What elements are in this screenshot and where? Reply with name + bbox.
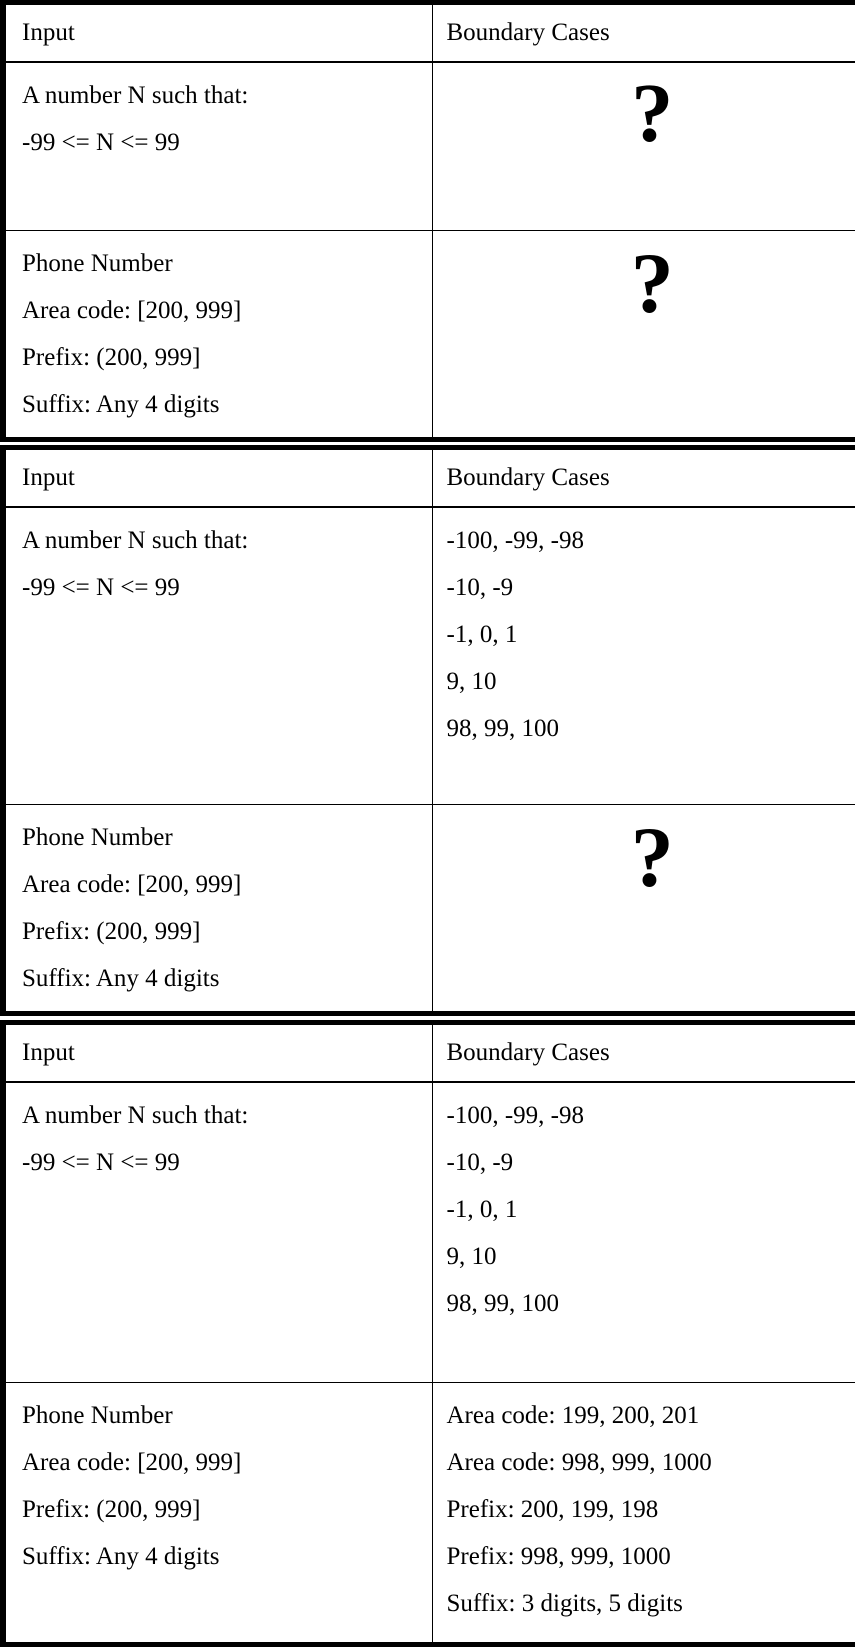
table-row xyxy=(3,1023,855,1083)
number-case-line-2: -10, -9 xyxy=(447,1139,855,1186)
input-cell-number xyxy=(3,1082,432,1382)
input-phone-line-1: Phone Number xyxy=(22,814,432,861)
number-case-line-4: 9, 10 xyxy=(447,658,855,705)
number-case-line-2: -10, -9 xyxy=(447,564,855,611)
column-header-input: Input xyxy=(3,1023,432,1083)
input-phone-line-2: Area code: [200, 999] xyxy=(22,861,432,908)
boundary-cases-table-2 xyxy=(0,445,855,1017)
table-row xyxy=(3,805,855,1014)
column-header-boundary-cases: Boundary Cases xyxy=(432,447,855,507)
number-case-line-4: 9, 10 xyxy=(447,1233,855,1280)
table-row xyxy=(3,62,855,230)
number-case-line-5: 98, 99, 100 xyxy=(447,705,855,752)
phone-case-line-2: Area code: 998, 999, 1000 xyxy=(447,1439,855,1486)
cases-cell-number xyxy=(432,1082,855,1382)
input-number-line-1: A number N such that: xyxy=(22,1092,432,1139)
number-case-line-1: -100, -99, -98 xyxy=(447,1092,855,1139)
input-number-line-2: -99 <= N <= 99 xyxy=(22,564,432,611)
phone-case-line-4: Prefix: 998, 999, 1000 xyxy=(447,1533,855,1580)
input-cell-phone xyxy=(3,230,432,439)
question-mark-icon: ? xyxy=(449,72,855,156)
table-row xyxy=(3,230,855,439)
input-number-line-2: -99 <= N <= 99 xyxy=(22,119,432,166)
input-cell-number xyxy=(3,507,432,805)
table-row xyxy=(3,1382,855,1644)
number-case-line-3: -1, 0, 1 xyxy=(447,1186,855,1233)
input-cell-number xyxy=(3,62,432,230)
cases-cell-number xyxy=(432,507,855,805)
input-phone-line-1: Phone Number xyxy=(22,240,432,287)
input-phone-line-2: Area code: [200, 999] xyxy=(22,287,432,334)
phone-case-line-5: Suffix: 3 digits, 5 digits xyxy=(447,1580,855,1627)
question-mark-icon: ? xyxy=(449,240,855,326)
phone-case-line-1: Area code: 199, 200, 201 xyxy=(447,1392,855,1439)
column-header-input: Input xyxy=(3,447,432,507)
question-mark-icon: ? xyxy=(449,814,855,900)
number-case-line-1: -100, -99, -98 xyxy=(447,517,855,564)
phone-case-line-3: Prefix: 200, 199, 198 xyxy=(447,1486,855,1533)
table-row xyxy=(3,447,855,507)
input-number-line-1: A number N such that: xyxy=(22,517,432,564)
cases-cell-number-unknown xyxy=(432,62,855,230)
input-phone-line-2: Area code: [200, 999] xyxy=(22,1439,432,1486)
cases-cell-phone-unknown xyxy=(432,805,855,1014)
input-number-line-2: -99 <= N <= 99 xyxy=(22,1139,432,1186)
boundary-cases-table-3 xyxy=(0,1020,855,1647)
input-phone-line-1: Phone Number xyxy=(22,1392,432,1439)
column-header-boundary-cases: Boundary Cases xyxy=(432,3,855,63)
table-row xyxy=(3,3,855,63)
input-number-line-1: A number N such that: xyxy=(22,72,432,119)
column-header-boundary-cases: Boundary Cases xyxy=(432,1023,855,1083)
input-phone-line-3: Prefix: (200, 999] xyxy=(22,908,432,955)
input-phone-line-3: Prefix: (200, 999] xyxy=(22,334,432,381)
input-phone-line-4: Suffix: Any 4 digits xyxy=(22,955,432,1002)
boundary-cases-table-1 xyxy=(0,0,855,442)
number-case-line-3: -1, 0, 1 xyxy=(447,611,855,658)
input-phone-line-4: Suffix: Any 4 digits xyxy=(22,381,432,428)
table-row xyxy=(3,1082,855,1382)
table-row xyxy=(3,507,855,805)
column-header-input: Input xyxy=(3,3,432,63)
input-phone-line-4: Suffix: Any 4 digits xyxy=(22,1533,432,1580)
cases-cell-phone-unknown xyxy=(432,230,855,439)
number-case-line-5: 98, 99, 100 xyxy=(447,1280,855,1327)
cases-cell-phone xyxy=(432,1382,855,1644)
input-phone-line-3: Prefix: (200, 999] xyxy=(22,1486,432,1533)
input-cell-phone xyxy=(3,805,432,1014)
input-cell-phone xyxy=(3,1382,432,1644)
